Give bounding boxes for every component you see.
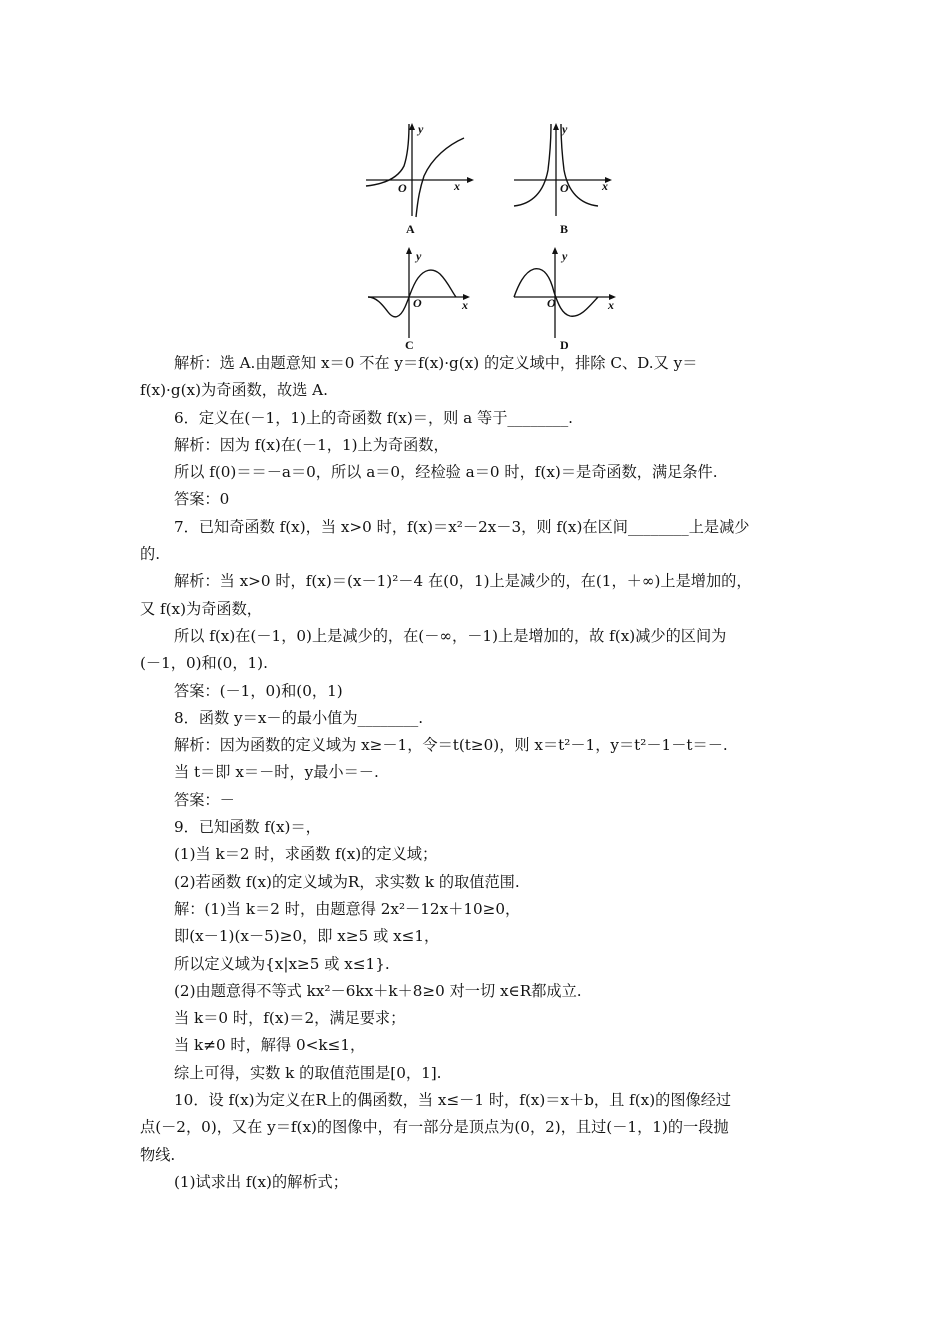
text-line: 又 f(x)为奇函数， [140,599,262,618]
graph-b-plot [510,118,620,218]
graph-a-caption: A [406,222,415,236]
graph-d [510,242,625,340]
solution-text [140,350,810,1196]
graph-d-caption: D [560,338,569,352]
graph-c [364,242,479,340]
graph-a-x-label: x [454,179,460,193]
graph-b [510,118,620,218]
graph-c-origin-label: O [413,296,422,310]
text-line: 物线. [140,1145,176,1164]
graph-b-origin-label: O [560,181,569,195]
text-line: (2)由题意得不等式 kx²－6kx＋k＋8≥0 对一切 x∈R都成立. [174,981,582,1000]
graph-d-x-label: x [608,298,614,312]
graph-d-plot [510,242,625,340]
text-line: 6．定义在(－1，1)上的奇函数 f(x)＝，则 a 等于________. [174,408,573,427]
text-line: 9．已知函数 f(x)＝， [174,818,321,837]
graph-b-x-label: x [602,179,608,193]
text-line: 解析：因为函数的定义域为 x≥－1，令＝t(t≥0)，则 x＝t²－1，y＝t²－1－t＝－. [174,736,728,755]
text-line: 解：(1)当 k＝2 时，由题意得 2x²－12x＋10≥0， [174,899,521,918]
text-line: 当 k＝0 时，f(x)＝2，满足要求； [174,1009,406,1028]
text-line: 当 t＝即 x＝－时，y最小＝－. [174,763,379,782]
text-line: 即(x－1)(x－5)≥0，即 x≥5 或 x≤1， [174,927,440,946]
text-line: 解析：因为 f(x)在(－1，1)上为奇函数， [174,435,449,454]
graph-c-x-label: x [462,298,468,312]
graph-c-y-label: y [416,249,422,263]
text-line: 10．设 f(x)为定义在R上的偶函数，当 x≤－1 时，f(x)＝x＋b，且 f(x)的图像经过 [174,1091,732,1110]
text-line: f(x)·g(x)为奇函数，故选 A. [140,381,328,400]
text-line: (－1，0)和(0，1). [140,654,268,673]
text-line: 8．函数 y＝x－的最小值为________. [174,708,424,727]
text-line: 所以定义域为{x|x≥5 或 x≤1}. [174,954,390,973]
text-line: 答案：－ [174,790,235,809]
graph-a [360,118,480,218]
text-line: 的. [140,545,161,564]
text-line: 解析：选 A.由题意知 x＝0 不在 y＝f(x)·g(x) 的定义域中，排除 C、D.又 y＝ [174,354,698,372]
text-line: 点(－2，0)，又在 y＝f(x)的图像中，有一部分是顶点为(0，2)，且过(－1，1)的一段抛 [140,1118,729,1137]
text-line: 综上可得，实数 k 的取值范围是[0，1]. [174,1063,442,1082]
graph-a-origin-label: O [398,181,407,195]
text-line: 所以 f(0)＝＝－a＝0，所以 a＝0，经检验 a＝0 时，f(x)＝是奇函数，满足条件. [174,463,718,482]
text-line: (1)当 k＝2 时，求函数 f(x)的定义域； [174,845,438,864]
text-line: (2)若函数 f(x)的定义域为R，求实数 k 的取值范围. [174,872,520,891]
graph-c-plot [364,242,479,340]
graph-a-y-label: y [418,122,424,136]
text-line: 当 k≠0 时，解得 0<k≤1， [174,1036,366,1055]
graph-b-caption: B [560,222,569,236]
text-line: (1)试求出 f(x)的解析式； [174,1172,348,1191]
text-line: 答案：0 [174,490,230,509]
text-line: 答案：(－1，0)和(0，1) [174,681,343,700]
graph-d-origin-label: O [547,296,556,310]
graph-d-y-label: y [562,249,568,263]
text-line: 7．已知奇函数 f(x)，当 x>0 时，f(x)＝x²－2x－3，则 f(x)在区间________上是减少 [174,517,750,536]
graph-c-caption: C [405,338,414,352]
graph-a-plot [360,118,480,218]
text-line: 解析：当 x>0 时，f(x)＝(x－1)²－4 在(0，1)上是减少的，在(1，＋∞)上是增加的， [174,572,752,591]
text-line: 所以 f(x)在(－1，0)上是减少的，在(－∞，－1)上是增加的，故 f(x)减少的区间为 [174,626,727,645]
graph-b-y-label: y [562,122,568,136]
